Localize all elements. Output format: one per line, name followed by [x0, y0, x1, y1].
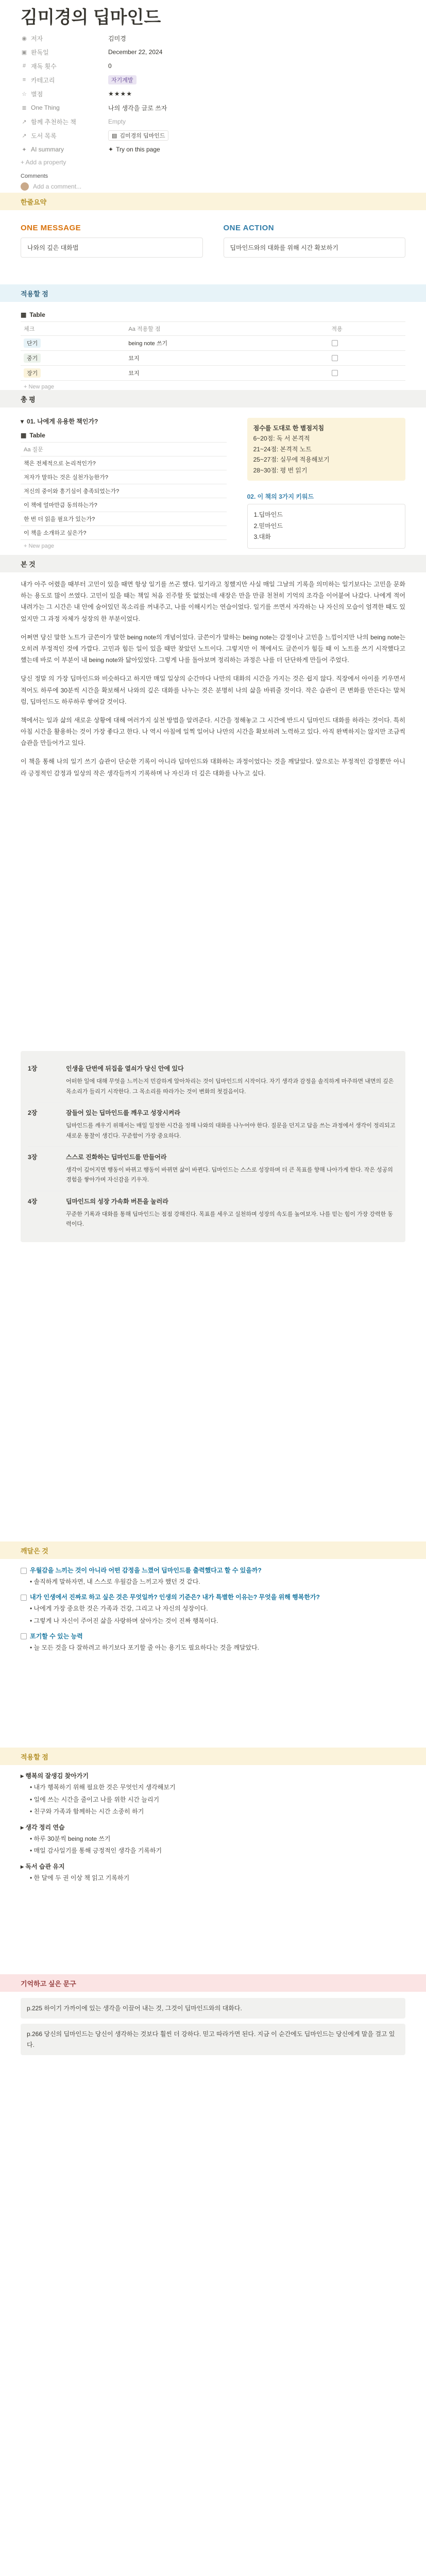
new-page-button[interactable]: + New page — [24, 543, 55, 549]
apply-points-banner: 적용할 점 — [0, 1748, 426, 1765]
checkbox[interactable] — [332, 370, 338, 376]
property-key: 카테고리 — [31, 76, 55, 84]
insight-answer: • 솔직하게 말하자면, 내 스스로 우월감을 느끼고자 했던 것 같다. — [30, 1578, 200, 1586]
question-cell: 한 번 더 읽을 필요가 있는가? — [21, 512, 215, 526]
property-row[interactable] — [21, 31, 405, 45]
chapter-row — [28, 1191, 398, 1235]
link-icon: ↗ — [22, 132, 27, 139]
toggle-header[interactable] — [21, 414, 227, 429]
review-paragraph: 어쩌면 당신 말한 노트가 글쓴이가 말한 being note의 개념이었다. 글쓴이가 말하는 being note는 감정이나 고민을 느낌이지만 나의 being note는 오히려 부정적인 것에 가깝다. 고민과 힘든 일이 있을 때만 찾았던 노트이다. 그렇지만 이 책에서도 글쓴이가 힘들 때 이 노트를 쓰기 시작했다고 했는데 바로 이 부분이 내 being note와 닮아있었다. 그렇게 나를 돌아보며 정리하는 과정은 나를 더 단단하게 만들어 주었다. — [21, 633, 405, 664]
quote-banner: 기억하고 싶은 문구 — [0, 1974, 426, 1992]
col-text: Aa 적용할 점 — [125, 322, 328, 336]
apply-item: • 매일 감사일기를 통해 긍정적인 생각을 기록하기 — [30, 1847, 162, 1855]
apply-table-section — [0, 278, 426, 393]
keyword: 3.대화 — [253, 533, 271, 541]
apply-group-heading[interactable]: ▸ 생각 정리 연습 — [21, 1823, 65, 1831]
col-apply: 적용 — [329, 322, 406, 336]
table-row[interactable] — [21, 366, 405, 381]
insight-question[interactable]: 우월감을 느끼는 것이 아니라 어떤 감정을 느꼈어 딥마인드를 출력했다고 할 수 있을까? — [21, 1565, 405, 1575]
property-value: December 22, 2024 — [108, 48, 163, 56]
insight-section — [0, 1535, 426, 1655]
insight-banner: 깨달은 것 — [0, 1541, 426, 1559]
property-value: Try on this page — [116, 146, 160, 154]
score-title: 점수를 도대로 한 별점지침 — [253, 425, 325, 432]
property-row[interactable] — [21, 115, 405, 129]
comment-input[interactable]: Add a comment... — [33, 182, 82, 190]
col-check: 체크 — [21, 322, 125, 336]
apply-text: being note 쓰기 — [125, 336, 328, 351]
quote-section — [0, 1968, 426, 2060]
property-row[interactable] — [21, 73, 405, 87]
table-row[interactable] — [21, 470, 227, 484]
question-cell: 저자가 말하는 것은 실천가능한가? — [21, 470, 215, 484]
chevron-down-icon: ▾ — [21, 417, 24, 425]
insight-question[interactable]: 내가 인생에서 진짜로 하고 싶은 것은 무엇일까? 인생의 기준은? 내가 특별한 이유는? 무엇을 위해 행복한가? — [21, 1592, 405, 1602]
table-row[interactable] — [21, 484, 227, 498]
property-key: One Thing — [31, 104, 60, 112]
property-key: 별점 — [31, 90, 43, 98]
header-section — [0, 0, 426, 195]
score-line: 21~24점: 본격적 노트 — [253, 445, 312, 453]
property-value: ★★★★ — [108, 90, 133, 98]
apply-group-heading[interactable]: ▸ 독서 습관 유지 — [21, 1862, 65, 1870]
one-liner-banner: 한줄요약 — [0, 193, 426, 210]
properties — [0, 31, 426, 157]
one-message-box: 나와의 깊은 대화법 — [21, 238, 203, 258]
keywords-box — [247, 504, 405, 549]
person-icon: ◉ — [22, 35, 27, 42]
property-value: 0 — [108, 62, 112, 70]
chapter-row — [28, 1058, 398, 1102]
apply-item: • 친구와 가족과 함께하는 시간 소중히 하기 — [30, 1808, 144, 1816]
chapter-title: 딥마인드의 성장 가속화 버튼을 눌러라 — [66, 1197, 168, 1205]
keywords-header[interactable]: 02. 이 책의 3가지 키워드 — [247, 493, 314, 500]
comments-label: Comments — [21, 173, 48, 179]
chapter-body: 어떠한 일에 대해 무엇을 느끼는지 민감하게 알아차리는 것이 딥마인드의 시작이다. 자기 생각과 감정을 솔직하게 마주하면 내면의 깊은 목소리가 들리기 시작한다. 그 목소리를 따라가는 것이 변화의 첫걸음이다. — [66, 1078, 394, 1095]
chapter-title: 잠들어 있는 딥마인드를 깨우고 성장시켜라 — [66, 1109, 180, 1116]
calendar-icon: ▣ — [21, 49, 27, 56]
term-tag: 중기 — [24, 353, 41, 363]
chapters-callout — [21, 1051, 405, 1242]
insight-question[interactable]: 포기할 수 있는 능력 — [21, 1631, 405, 1641]
table-row[interactable] — [21, 336, 405, 351]
overview-banner: 총 평 — [0, 390, 426, 408]
checkbox[interactable] — [332, 355, 338, 361]
quote-callout: p.225 하이기 가까이에 있는 생각을 이끌어 내는 것, 그것이 딥마인드와의 대화다. — [21, 1998, 405, 2019]
chapter-row — [28, 1102, 398, 1146]
q-header: 01. 나에게 유용한 책인가? — [27, 418, 98, 425]
one-action-heading: ONE ACTION — [223, 224, 275, 232]
chapter-title: 스스로 진화하는 딥마인드를 만들어라 — [66, 1153, 167, 1161]
property-row[interactable] — [21, 129, 405, 143]
apply-table-name: Table — [29, 311, 45, 318]
apply-text: 묘지 — [125, 351, 328, 366]
property-value: 김미경의 딥마인드 — [120, 133, 165, 140]
property-key: 함께 추천하는 책 — [31, 118, 76, 126]
table-row[interactable] — [21, 526, 227, 540]
chapter-no: 2장 — [28, 1109, 38, 1116]
property-value: 나의 생각을 글로 쓰자 — [108, 104, 167, 112]
property-row[interactable] — [21, 101, 405, 115]
review-paragraph: 책에서는 일과 삶의 새로운 상황에 대해 여러가지 실천 방법을 알려준다. 시간을 정해놓고 그 시간에 반드시 딥마인드 대화를 하라는 것이다. 특히 아침 시간을 활용하는 것이 가장 좋다고 한다. 나 역시 아침에 일찍 일어나 나만의 시간을 확보하려 노력하고 있다. 아직 완벽하지는 않지만 조금씩 습관을 만들어가고 있다. — [21, 716, 405, 747]
table-icon: ▦ — [21, 311, 27, 318]
sparkle-icon: ✦ — [22, 146, 27, 153]
page-title: 김미경의 딥마인드 — [21, 8, 161, 27]
score-line: 28~30점: 평 번 읽기 — [253, 466, 308, 474]
review-paragraph: 당신 정말 의 가장 딥마인드와 비슷하다고 하지만 매일 일상의 순간마다 나만의 대화의 시간을 가지는 것은 쉽지 않다. 직장에서 아이를 키우면서 적어도 하루에 30분씩 시간을 확보해서 나와의 깊은 대화를 나누는 것은 분명히 나의 삶을 바꿔줄 것이다. 작은 습관이 큰 변화를 만든다는 말처럼, 딥마인드도 하루하루 쌓여갈 것이다. — [21, 675, 405, 705]
checkbox[interactable] — [332, 340, 338, 346]
text-icon: ≣ — [22, 105, 27, 111]
property-key: AI summary — [31, 146, 64, 154]
hash-icon: # — [22, 63, 26, 70]
chapter-body: 생각이 깊어지면 행동이 바뀌고 행동이 바뀌면 삶이 바뀐다. 딥마인드는 스스로 성장하며 더 큰 목표를 향해 나아가게 한다. 작은 성공의 경험을 쌓아가며 자신감을 키우자. — [66, 1167, 393, 1183]
apply-item: • 하루 30분씩 being note 쓰기 — [30, 1835, 111, 1842]
question-table — [21, 442, 227, 540]
star-icon: ☆ — [22, 91, 27, 97]
term-tag: 단기 — [24, 338, 41, 348]
add-property-button[interactable]: + Add a property — [21, 158, 66, 166]
overview-table-name: Table — [29, 432, 45, 439]
quote-callout: p.266 당신의 딥마인드는 당신이 생각하는 것보다 훨씬 더 강하다. 믿고 따라가면 된다. 지금 이 순간에도 딥마인드는 당신에게 말을 걸고 있다. — [21, 2024, 405, 2055]
apply-item: • 내가 행복하기 위해 필요한 것은 무엇인지 생각해보기 — [30, 1784, 176, 1791]
insight-answer: • 나에게 가장 중요한 것은 가족과 건강, 그리고 나 자신의 성장이다. — [30, 1605, 208, 1613]
review-paragraph: 이 책을 통해 나의 일기 쓰기 습관이 단순한 기록이 아니라 딥마인드와 대화하는 과정이었다는 것을 깨달았다. 앞으로는 부정적인 감정뿐만 아니라 긍정적인 감정과 일상의 작은 생각들까지 기록하며 나 자신과 더 깊은 대화를 나누고 싶다. — [21, 758, 405, 777]
score-line: 25~27점: 실무에 적용해보기 — [253, 456, 330, 464]
keyword: 1.딥마인드 — [253, 511, 283, 518]
question-cell: 저신의 중이와 흥기심이 충족되었는가? — [21, 484, 215, 498]
chapter-no: 4장 — [28, 1197, 38, 1205]
page-icon: ▤ — [112, 132, 117, 139]
apply-group-heading[interactable]: ▸ 행복의 잘생김 찾아가기 — [21, 1772, 89, 1780]
keyword: 2.믿마인드 — [253, 522, 283, 530]
apply-section — [0, 1741, 426, 1885]
apply-text: 묘지 — [125, 366, 328, 381]
table-row[interactable] — [21, 351, 405, 366]
property-row[interactable] — [21, 143, 405, 157]
chapter-row — [28, 1146, 398, 1191]
score-callout — [247, 418, 405, 481]
one-liner-section — [0, 187, 426, 258]
link-icon: ↗ — [22, 118, 27, 125]
table-row[interactable] — [21, 512, 227, 526]
insight-answer: • 그렇게 나 자신이 주어진 삶을 사랑하며 살아가는 것이 진짜 행복이다. — [30, 1617, 218, 1624]
col-question: Aa 질문 — [21, 443, 215, 456]
checkbox[interactable] — [21, 1595, 27, 1601]
question-cell: 책은 전체적으로 논리적인가? — [21, 456, 215, 470]
property-key: 재독 횟수 — [31, 62, 57, 70]
property-key: 저자 — [31, 35, 43, 42]
property-value: 김미경 — [108, 35, 126, 42]
review-section — [0, 549, 426, 786]
apply-banner: 적용할 점 — [0, 284, 426, 302]
apply-item: • 일에 쓰는 시간을 줄이고 나를 위한 시간 늘리기 — [30, 1795, 160, 1803]
chapter-no: 1장 — [28, 1065, 38, 1072]
chapters-section — [0, 1051, 426, 1242]
list-icon: ≡ — [22, 77, 26, 83]
chapter-body: 꾸준한 기록과 대화를 통해 딥마인드는 점점 강해진다. 목표를 세우고 실천하며 성장의 속도를 높여보자. 나를 믿는 힘이 가장 강력한 동력이다. — [66, 1211, 393, 1228]
term-tag: 장기 — [24, 368, 41, 378]
overview-section — [0, 384, 426, 552]
apply-item: • 한 달에 두 권 이상 책 읽고 기록하기 — [30, 1874, 130, 1882]
question-cell: 이 책에 얼마만큼 동의하는가? — [21, 498, 215, 512]
chapter-no: 3장 — [28, 1153, 38, 1161]
property-row[interactable] — [21, 87, 405, 101]
property-value: Empty — [108, 118, 126, 126]
property-value: 자기계발 — [108, 75, 137, 84]
checkbox[interactable] — [21, 1633, 27, 1639]
review-banner: 본 것 — [0, 555, 426, 572]
table-icon: ▦ — [21, 432, 27, 439]
chapter-title: 인생을 단번에 뒤집을 열쇠가 당신 안에 있다 — [66, 1065, 184, 1072]
sparkle-icon: ✦ — [108, 146, 114, 154]
one-action-box: 딥마인드와의 대화를 위해 시간 확보하기 — [224, 238, 406, 258]
checkbox[interactable] — [21, 1568, 27, 1574]
new-page-button[interactable]: + New page — [24, 384, 55, 390]
one-message-heading: ONE MESSAGE — [21, 224, 81, 232]
table-row[interactable] — [21, 456, 227, 470]
review-paragraph: 내가 아주 어렸을 때부터 고민이 있을 때면 항상 일기를 쓰곤 했다. 일기라고 칭했지만 사실 매일 그날의 기록을 의미하는 일기보다는 고민을 문화하는 용도로 많이 쓰였다. 고민이 있을 때는 책일 처음 진주할 뜻 없었는데 새장은 만을 만큼 천천히 기억의 조각을 이어붙여 나갔다. 나에게 적어 내려가는 그 시간은 내 안에 숨어있던 목소리를 꺼내주고, 나를 이해시키는 연습이었다. 일기를 쓰면서 자각하는 나 자신의 모습이 엄격한 때도 있었지만 그 과정 자체가 성장의 한 부분이었다. — [21, 581, 405, 622]
chapter-body: 딥마인드를 깨우기 위해서는 매일 일정한 시간을 정해 나와의 대화를 나누어야 한다. 질문을 던지고 답을 쓰는 과정에서 생각이 정리되고 새로운 통찰이 생긴다. 꾸준함이 가장 중요하다. — [66, 1123, 396, 1139]
apply-table — [21, 321, 405, 381]
property-key: 도서 목록 — [31, 132, 57, 140]
property-key: 완독일 — [31, 48, 49, 56]
score-line: 6~20점: 독 서 본격적 — [253, 435, 310, 443]
question-cell: 이 책을 소개하고 싶은가? — [21, 526, 215, 540]
table-row[interactable] — [21, 498, 227, 512]
property-row[interactable] — [21, 59, 405, 73]
insight-answer: • 늘 모든 것을 다 잘하려고 하기보다 포기할 줄 아는 용기도 필요하다는 것을 깨달았다. — [30, 1643, 260, 1651]
property-row[interactable] — [21, 45, 405, 59]
